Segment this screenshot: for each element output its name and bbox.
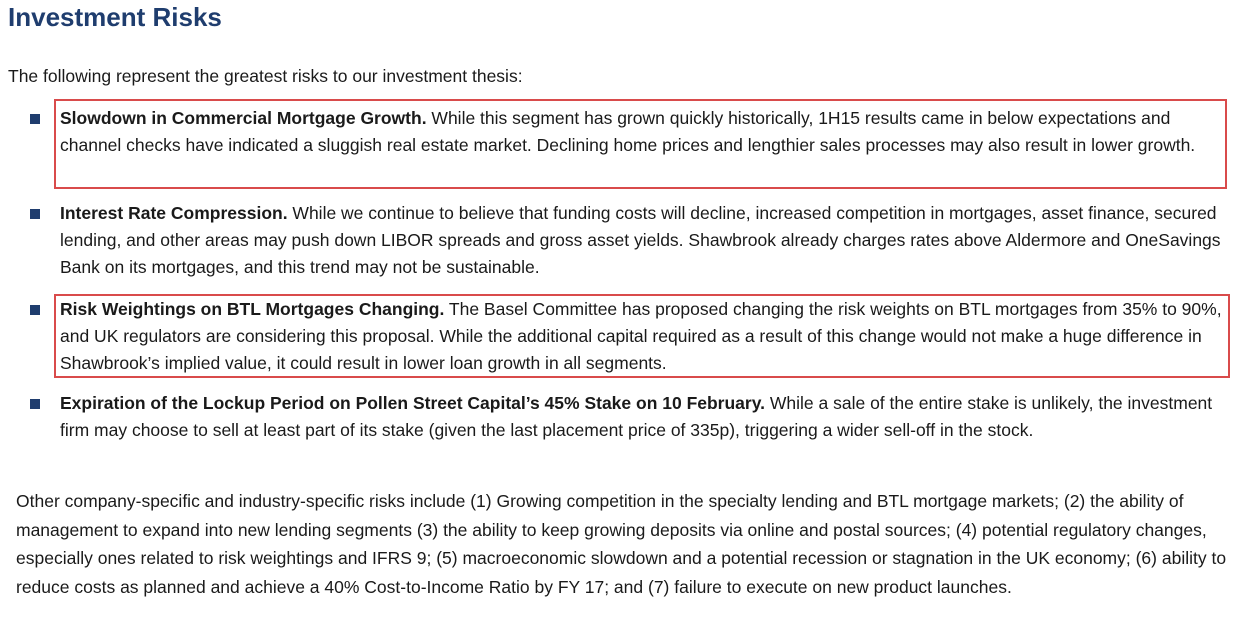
risk-item — [30, 390, 1230, 471]
square-bullet-icon — [30, 114, 40, 124]
risk-item-text — [60, 105, 1230, 159]
risk-item-text — [60, 390, 1230, 444]
page-title: Investment Risks — [8, 2, 222, 32]
risk-body: The Basel Committee has proposed changing the risk weights on BTL mortgages from 35% to 90%, and UK regulators are considering this proposal. While the additional capital required as a result of this change would not make a huge difference in Shawbrook’s implied value, it could result in lower loan growth in all segments. — [60, 299, 1222, 373]
risk-heading: Slowdown in Commercial Mortgage Growth. — [60, 108, 427, 128]
risk-item — [30, 200, 1230, 281]
square-bullet-icon — [30, 209, 40, 219]
risk-heading: Risk Weightings on BTL Mortgages Changing. — [60, 299, 445, 319]
risk-item — [30, 105, 1230, 186]
risk-heading: Interest Rate Compression. — [60, 203, 288, 223]
risk-item-text — [60, 200, 1230, 281]
risk-body: While a sale of the entire stake is unlikely, the investment firm may choose to sell at least part of its stake (given the last placement price of 335p), triggering a wider sell-off in the stock. — [60, 393, 1213, 440]
square-bullet-icon — [30, 305, 40, 315]
square-bullet-icon — [30, 399, 40, 409]
risk-heading: Expiration of the Lockup Period on Pollen Street Capital’s 45% Stake on 10 February. — [60, 393, 766, 413]
risk-body: While we continue to believe that funding costs will decline, increased competition in mortgages, asset finance, secured lending, and other areas may push down LIBOR spreads and gross asset yields. Shawbrook already charges rates above Aldermore and OneSavings Bank on its mortgages, and this trend may not be sustainable. — [60, 203, 1221, 277]
risk-item-text — [60, 296, 1230, 377]
risk-item — [30, 296, 1230, 377]
intro-text: The following represent the greatest risks to our investment thesis: — [8, 66, 523, 86]
risk-body: While this segment has grown quickly historically, 1H15 results came in below expectations and channel checks have indicated a sluggish real estate market. Declining home prices and lengthier sales processes may also result in lower growth. — [60, 108, 1196, 155]
other-risks-paragraph: Other company-specific and industry-specific risks include (1) Growing competition in the specialty lending and BTL mortgage markets; (2) the ability of management to expand into new lending segments (3) the ability to keep growing deposits via online and postal sources; (4) potential regulatory changes, especially ones related to risk weightings and IFRS 9; (5) macroeconomic slowdown and a potential recession or stagnation in the UK economy; (6) ability to reduce costs as planned and achieve a 40% Cost-to-Income Ratio by FY 17; and (7) failure to execute on new product launches. — [16, 491, 1227, 597]
